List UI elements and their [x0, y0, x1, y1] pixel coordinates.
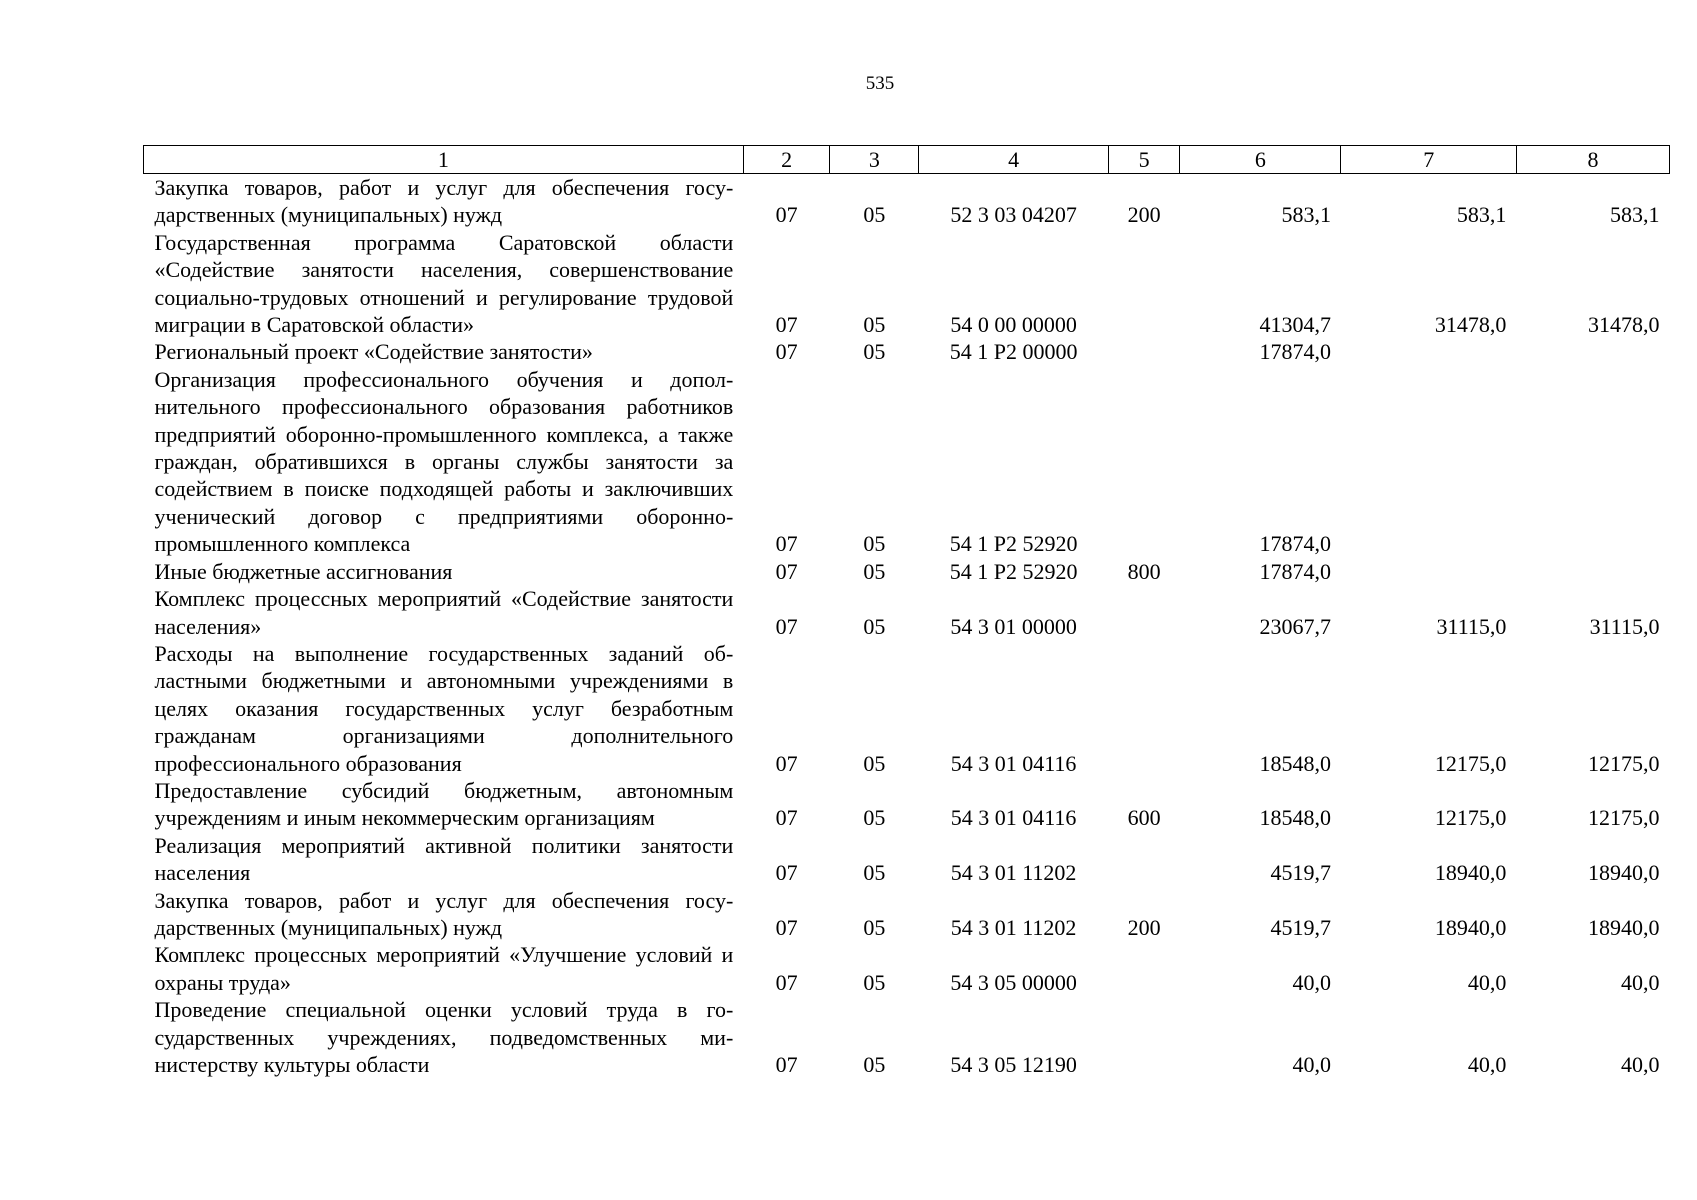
row-amount-2: 12175,0 — [1434, 750, 1507, 776]
row-target-article: 54 3 05 12190 — [950, 1052, 1077, 1077]
row-amount-1: 18548,0 — [1259, 805, 1331, 831]
row-amount-2: 12175,0 — [1434, 805, 1507, 831]
row-name: Комплекс процессных мероприятий «Содействие занятости населения» — [154, 586, 734, 639]
row-target-article: 54 3 01 00000 — [950, 613, 1077, 639]
row-amount-1: 4519,7 — [1270, 914, 1331, 940]
row-section: 07 — [775, 531, 798, 557]
row-target-article: 54 3 01 04116 — [950, 805, 1077, 831]
table-row — [144, 832, 1670, 887]
column-header-4: 4 — [919, 146, 1109, 174]
table-row — [144, 585, 1670, 640]
row-name: Реализация мероприятий активной политики занятости населения — [154, 832, 734, 886]
row-target-article: 54 1 Р2 00000 — [949, 339, 1078, 365]
row-name: Организация профессионального обучения и дополнительного профессионального образования работников предприятий оборонно-промышленного комплекса, а также граждан, обратившихся в органы службы занятости за содействием в поиске подходящей работы и заключивших ученический договор с предприятиями оборонно-промышленного комплекса — [154, 366, 734, 557]
row-amount-1: 583,1 — [1281, 202, 1331, 228]
row-subsection: 05 — [863, 914, 886, 940]
row-amount-3: 18940,0 — [1588, 860, 1660, 886]
row-section: 07 — [775, 613, 798, 639]
row-target-article: 54 3 01 11202 — [950, 914, 1077, 940]
row-amount-2: 40,0 — [1467, 969, 1507, 995]
row-name: Региональный проект «Содействие занятости» — [154, 339, 593, 365]
table-row — [144, 229, 1670, 339]
column-header-2: 2 — [743, 146, 830, 174]
row-name: Проведение специальной оценки условий труда в государственных учреждениях, подведомственных министерству культуры области — [154, 997, 734, 1077]
row-name: Расходы на выполнение государственных заданий областными бюджетными и автономными учреждениями в целях оказания государственных услуг безработным гражданам организациями дополнительного профессионального образования — [154, 640, 734, 776]
row-amount-1: 40,0 — [1292, 1052, 1331, 1077]
table-header — [144, 146, 1670, 174]
column-header-8: 8 — [1516, 146, 1669, 174]
row-target-article: 54 3 01 04116 — [950, 750, 1077, 776]
row-amount-1: 41304,7 — [1259, 312, 1331, 338]
table-row — [144, 338, 1670, 365]
table-row — [144, 941, 1670, 996]
header-row — [144, 146, 1670, 174]
row-expense-type — [1108, 832, 1179, 887]
table-row — [144, 996, 1670, 1078]
row-amount-2: 18940,0 — [1434, 914, 1507, 940]
row-subsection: 05 — [863, 558, 886, 584]
row-section: 07 — [775, 202, 798, 228]
row-name: Государственная программа Саратовской области «Содействие занятости населения, совершенствование социально-трудовых отношений и регулирование трудовой миграции в Саратовской области» — [154, 229, 734, 338]
table-row — [144, 366, 1670, 558]
row-amount-3: 31478,0 — [1588, 312, 1660, 338]
row-section: 07 — [775, 339, 798, 365]
row-section: 07 — [775, 312, 798, 338]
row-subsection: 05 — [863, 805, 886, 831]
table-row — [144, 174, 1670, 229]
row-expense-type: 600 — [1127, 805, 1161, 831]
row-amount-1: 4519,7 — [1270, 860, 1331, 886]
row-amount-3: 40,0 — [1621, 1052, 1660, 1077]
row-expense-type — [1108, 996, 1179, 1078]
row-section: 07 — [775, 750, 798, 776]
row-amount-1: 40,0 — [1292, 969, 1331, 995]
column-header-5: 5 — [1108, 146, 1179, 174]
row-section: 07 — [775, 969, 798, 995]
row-expense-type — [1108, 338, 1179, 365]
row-target-article: 54 3 01 11202 — [950, 860, 1077, 886]
row-amount-1: 17874,0 — [1259, 339, 1331, 365]
row-name: Закупка товаров, работ и услуг для обеспечения государственных (муниципальных) нужд — [154, 887, 734, 940]
row-target-article: 52 3 03 04207 — [950, 202, 1077, 228]
budget-table — [143, 145, 1670, 1078]
row-target-article: 54 3 05 00000 — [950, 969, 1077, 995]
column-header-3: 3 — [830, 146, 919, 174]
row-amount-2 — [1341, 366, 1516, 558]
column-header-6: 6 — [1180, 146, 1341, 174]
row-amount-2: 31478,0 — [1434, 312, 1507, 338]
row-subsection: 05 — [863, 202, 886, 228]
row-amount-1: 17874,0 — [1259, 558, 1331, 584]
row-expense-type — [1108, 585, 1179, 640]
row-expense-type: 200 — [1127, 914, 1161, 940]
row-amount-3: 40,0 — [1621, 969, 1660, 995]
row-amount-3: 583,1 — [1610, 202, 1660, 228]
row-subsection: 05 — [863, 860, 886, 886]
column-header-1: 1 — [144, 146, 744, 174]
row-subsection: 05 — [863, 339, 886, 365]
row-expense-type: 800 — [1127, 558, 1161, 584]
row-amount-3: 12175,0 — [1588, 805, 1660, 831]
row-amount-3 — [1516, 366, 1669, 558]
row-name: Предоставление субсидий бюджетным, автономным учреждениям и иным некоммерческим организациям — [154, 777, 734, 831]
row-amount-3: 31115,0 — [1589, 613, 1660, 639]
row-section: 07 — [775, 860, 798, 886]
row-expense-type — [1108, 941, 1179, 996]
row-expense-type — [1108, 229, 1179, 339]
row-amount-3: 12175,0 — [1588, 750, 1660, 776]
row-section: 07 — [775, 805, 798, 831]
row-target-article: 54 0 00 00000 — [950, 312, 1077, 338]
row-amount-1: 23067,7 — [1259, 613, 1331, 639]
row-amount-3 — [1516, 338, 1669, 365]
row-subsection: 05 — [863, 969, 886, 995]
row-section: 07 — [775, 558, 798, 584]
row-amount-2 — [1341, 338, 1516, 365]
row-expense-type — [1108, 366, 1179, 558]
row-amount-1: 18548,0 — [1259, 750, 1331, 776]
row-subsection: 05 — [863, 613, 886, 639]
row-target-article: 54 1 Р2 52920 — [949, 531, 1078, 557]
row-subsection: 05 — [863, 750, 886, 776]
row-subsection: 05 — [863, 312, 886, 338]
table-row — [144, 640, 1670, 777]
table-row — [144, 887, 1670, 942]
row-amount-3 — [1516, 558, 1669, 585]
row-expense-type — [1108, 640, 1179, 777]
row-name: Иные бюджетные ассигнования — [154, 558, 453, 584]
row-amount-2 — [1341, 558, 1516, 585]
row-subsection: 05 — [863, 1052, 886, 1077]
row-name: Комплекс процессных мероприятий «Улучшение условий и охраны труда» — [154, 942, 734, 995]
row-section: 07 — [775, 1052, 798, 1077]
row-name: Закупка товаров, работ и услуг для обеспечения государственных (муниципальных) нужд — [154, 175, 734, 228]
row-amount-2: 18940,0 — [1434, 860, 1507, 886]
column-header-7: 7 — [1341, 146, 1516, 174]
row-amount-2: 40,0 — [1467, 1052, 1507, 1077]
row-amount-2: 31115,0 — [1436, 613, 1507, 639]
row-amount-1: 17874,0 — [1259, 531, 1331, 557]
table-row — [144, 777, 1670, 832]
row-section: 07 — [775, 914, 798, 940]
row-subsection: 05 — [863, 531, 886, 557]
row-target-article: 54 1 Р2 52920 — [949, 558, 1078, 584]
table-row — [144, 558, 1670, 585]
row-expense-type: 200 — [1127, 202, 1161, 228]
page-number: 535 — [865, 73, 895, 94]
row-amount-3: 18940,0 — [1588, 914, 1660, 940]
table-body — [144, 174, 1670, 1079]
row-amount-2: 583,1 — [1456, 202, 1507, 228]
